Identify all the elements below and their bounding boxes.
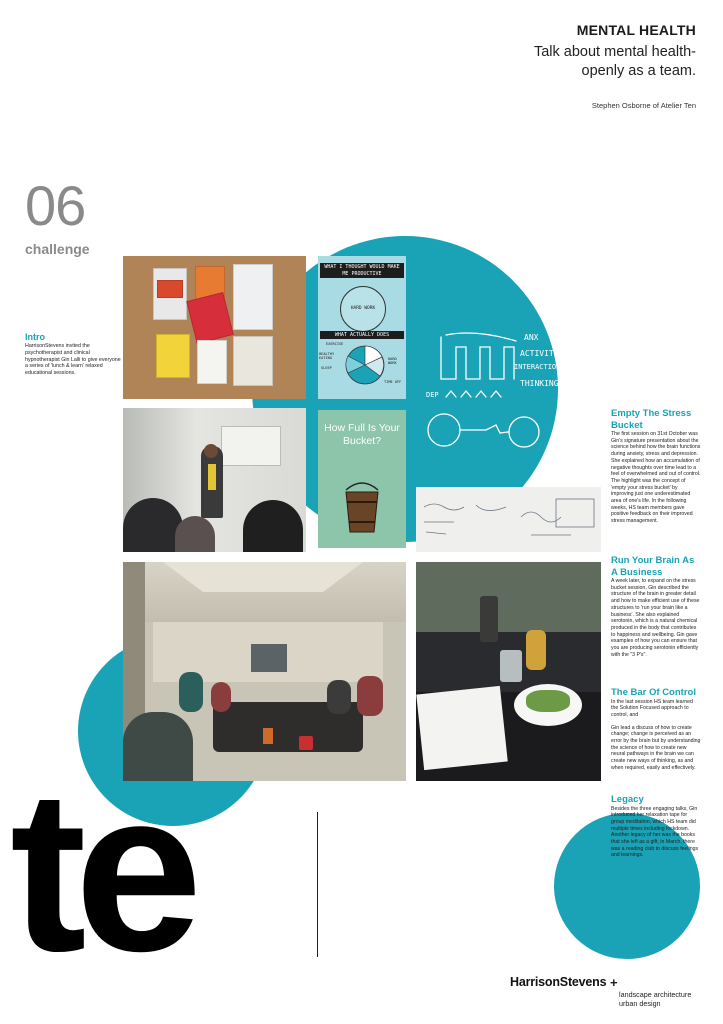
infographic-top-label: WHAT I THOUGHT WOULD MAKE ME PRODUCTIVE <box>320 263 404 278</box>
bucket-icon <box>342 478 382 534</box>
page-title: MENTAL HEALTH <box>576 22 696 38</box>
presenter-photo <box>123 408 306 552</box>
logo-tagline-line: urban design <box>619 999 661 1008</box>
pie-slice-label: EXERCISE <box>326 342 344 346</box>
whiteboard-notes-photo <box>416 487 601 552</box>
bucket-title: How Full Is Your Bucket? <box>324 422 400 447</box>
section-body: The first session on 31st October was Gin's signature presentation about the science behind how the brain functions during anxiety, stress and depression. She explained how an accumulation of negative thoughts over time lead to a feel of overwhelmed and out of control. The highlight was the concept of 'empty your stress bucket' by improving just one underestimated area of one's life. In the following weeks, HS team members gave positive feedback on their improved stress management. <box>611 431 701 525</box>
infographic-top-center: HARD WORK <box>350 306 376 311</box>
drawing-word: INTERACTIONS <box>514 363 565 371</box>
page-subtitle: Talk about mental health- openly as a team. <box>533 44 696 79</box>
pie-slice-label: HEALTHY EATING <box>319 352 335 360</box>
lunch-table-photo <box>416 562 601 781</box>
section-body: Besides the three engaging talks, Gin introduced her relaxation tape for group meditation, which HS team did multiple times including lockdown. Another legacy of her was the books that she left as a gift, in March, there was a reading club to discuss feelings and learnings. <box>611 805 699 859</box>
section-empty-bucket <box>611 408 701 525</box>
section-run-brain <box>611 555 701 658</box>
section-number: 06 <box>25 174 86 237</box>
intro-heading: Intro <box>25 332 45 342</box>
section-bar-of-control <box>611 687 701 772</box>
section-label: challenge <box>25 241 90 257</box>
company-logo: HarrisonStevens <box>510 975 607 989</box>
pie-slice-label: SLEEP <box>321 366 332 370</box>
pie-slice-label: TIME OFF <box>384 380 402 384</box>
section-heading: Run Your Brain As A Business <box>611 555 695 578</box>
section-legacy <box>611 794 701 859</box>
page-credit: Stephen Osborne of Atelier Ten <box>591 101 696 110</box>
big-te-lettering: te <box>10 742 191 999</box>
pie-chart <box>344 344 386 386</box>
pie-slice-label: HARD WORK <box>388 357 397 365</box>
drawing-word: DEP <box>426 391 439 399</box>
vertical-divider <box>317 812 318 957</box>
infographic-bottom-label: WHAT ACTUALLY DOES <box>320 331 404 339</box>
section-heading: The Bar Of Control <box>611 687 696 698</box>
section-heading: Legacy <box>611 794 644 805</box>
section-body: In the last session HS team learned the Solution Focused approach to control, and <box>611 698 693 718</box>
section-heading: Empty The Stress Bucket <box>611 408 692 431</box>
drawing-word: ANX <box>524 333 539 342</box>
logo-tagline <box>619 990 691 1008</box>
books-photo <box>123 256 306 399</box>
intro-body: HarrisonStevens invited the psychotherapist and clinical hypnotherapist Gin Lalli to give everyone a series of 'lunch & learn' relaxed educational sessions. <box>25 343 121 377</box>
drawing-word: ACTIVITY <box>520 349 559 358</box>
logo-tagline-line: landscape architecture <box>619 990 692 999</box>
section-body: A week later, to expand on the stress bucket session, Gin described the structure of the brain in greater detail and how to make efficient use of these structures to 'run your brain like a business'. She also explained serotonin, which is a natural chemical produced in the body that contributes to happiness and wellbeing. Gin gave examples of how you can ensure that you are producing serotonin efficiently with the "3 P's". <box>611 578 700 658</box>
whiteboard-drawing <box>416 307 601 467</box>
productivity-infographic <box>318 256 406 399</box>
bucket-poster <box>318 410 406 548</box>
section-body-continued: Gin lead a discuss of how to create change; change is perceived as an error by the brain but by understanding the science of how to create new neural pathways in the brain we can create new ways of thinking, as and when required, easily and effectively. <box>611 724 701 771</box>
logo-plus-icon: + <box>610 975 618 990</box>
brain-loop-sketch <box>416 307 601 467</box>
drawing-word: THINKING <box>520 379 559 388</box>
